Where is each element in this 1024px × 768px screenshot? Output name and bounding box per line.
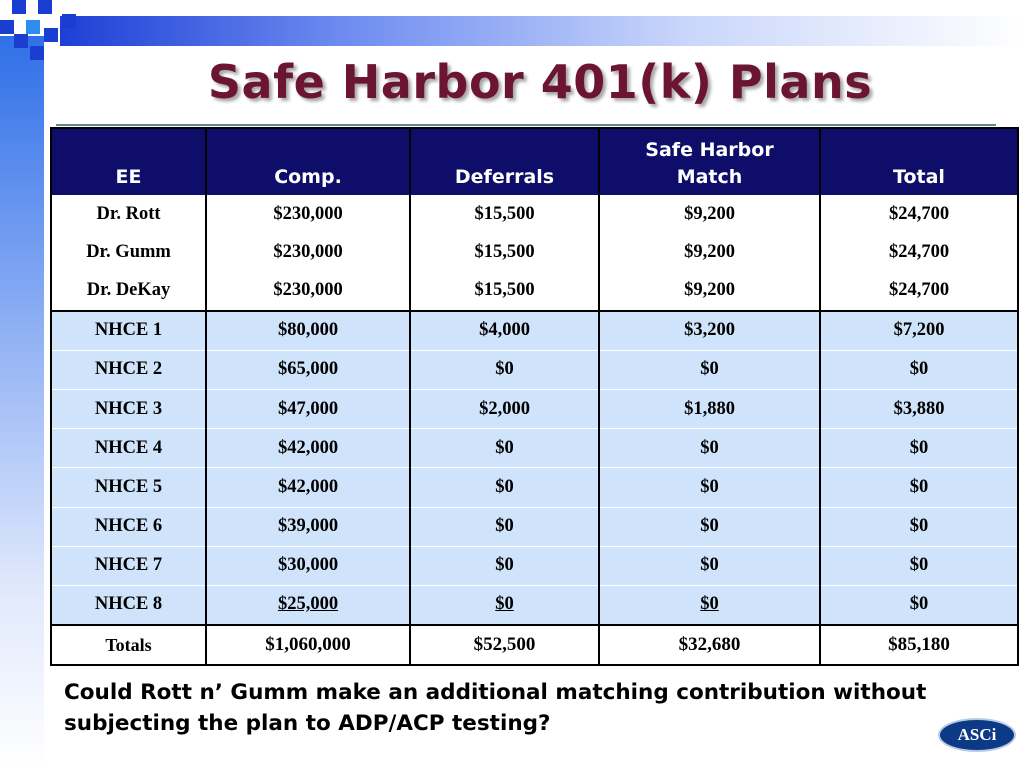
column-header-deferrals: Deferrals <box>410 128 599 195</box>
cell-ee: NHCE 6 <box>51 507 206 546</box>
cell-ee: NHCE 8 <box>51 585 206 625</box>
cell-match: $9,200 <box>599 271 820 310</box>
cell-total: $24,700 <box>820 233 1018 271</box>
column-header-total: Total <box>820 128 1018 195</box>
cell-comp: $230,000 <box>206 271 410 310</box>
totals-label: Totals <box>51 625 206 665</box>
cell-total: $0 <box>820 468 1018 507</box>
cell-deferrals-value: $0 <box>495 594 514 615</box>
cell-total: $3,880 <box>820 389 1018 428</box>
grand-total: $85,180 <box>820 625 1018 665</box>
cell-ee: NHCE 1 <box>51 311 206 351</box>
cell-deferrals: $0 <box>410 350 599 389</box>
cell-comp: $30,000 <box>206 546 410 585</box>
cell-deferrals: $0 <box>410 429 599 468</box>
cell-total: $0 <box>820 546 1018 585</box>
cell-total: $0 <box>820 585 1018 625</box>
cell-total: $0 <box>820 507 1018 546</box>
cell-ee: Dr. Gumm <box>51 233 206 271</box>
cell-match: $0 <box>599 468 820 507</box>
cell-comp: $230,000 <box>206 233 410 271</box>
question-text: Could Rott n’ Gumm make an additional matching contribution without subjecting the plan to ADP/ACP testing? <box>64 680 927 736</box>
table-row <box>51 271 1018 310</box>
cell-comp: $47,000 <box>206 389 410 428</box>
cell-match: $0 <box>599 429 820 468</box>
cell-deferrals: $0 <box>410 507 599 546</box>
total-deferrals: $52,500 <box>410 625 599 665</box>
cell-comp: $65,000 <box>206 350 410 389</box>
cell-deferrals: $2,000 <box>410 389 599 428</box>
cell-match: $9,200 <box>599 195 820 233</box>
slide-title: Safe Harbor 401(k) Plans <box>207 55 873 109</box>
contribution-table <box>50 127 1019 666</box>
cell-comp <box>206 585 410 625</box>
cell-match-value: $0 <box>700 594 719 615</box>
cell-total: $24,700 <box>820 271 1018 310</box>
cell-match: $3,200 <box>599 311 820 351</box>
cell-ee: Dr. Rott <box>51 195 206 233</box>
cell-deferrals: $0 <box>410 468 599 507</box>
cell-match: $9,200 <box>599 233 820 271</box>
table-row <box>51 585 1018 625</box>
cell-deferrals <box>410 585 599 625</box>
cell-match: $1,880 <box>599 389 820 428</box>
cell-match: $0 <box>599 546 820 585</box>
cell-comp: $42,000 <box>206 429 410 468</box>
cell-deferrals: $15,500 <box>410 195 599 233</box>
cell-comp-value: $25,000 <box>277 594 339 615</box>
table-row <box>51 389 1018 428</box>
cell-total: $24,700 <box>820 195 1018 233</box>
cell-comp: $80,000 <box>206 311 410 351</box>
cell-ee: NHCE 2 <box>51 350 206 389</box>
cell-match: $0 <box>599 350 820 389</box>
table-row <box>51 350 1018 389</box>
cell-comp: $230,000 <box>206 195 410 233</box>
asci-logo: ASCi <box>938 718 1016 752</box>
table-header-row <box>51 128 1018 195</box>
cell-ee: NHCE 5 <box>51 468 206 507</box>
table-row <box>51 311 1018 351</box>
cell-comp: $39,000 <box>206 507 410 546</box>
cell-deferrals: $15,500 <box>410 271 599 310</box>
cell-deferrals: $0 <box>410 546 599 585</box>
cell-match: $0 <box>599 507 820 546</box>
table-row <box>51 468 1018 507</box>
cell-ee: NHCE 7 <box>51 546 206 585</box>
cell-match <box>599 585 820 625</box>
cell-total: $0 <box>820 429 1018 468</box>
cell-comp: $42,000 <box>206 468 410 507</box>
table-row <box>51 507 1018 546</box>
column-header-ee: EE <box>51 128 206 195</box>
cell-total: $7,200 <box>820 311 1018 351</box>
total-match: $32,680 <box>599 625 820 665</box>
cell-ee: NHCE 4 <box>51 429 206 468</box>
cell-ee: Dr. DeKay <box>51 271 206 310</box>
cell-ee: NHCE 3 <box>51 389 206 428</box>
cell-deferrals: $4,000 <box>410 311 599 351</box>
table-row <box>51 546 1018 585</box>
table-row <box>51 195 1018 233</box>
top-gradient-band <box>60 16 1024 46</box>
table-row <box>51 429 1018 468</box>
left-gradient-band <box>0 36 44 768</box>
column-header-comp: Comp. <box>206 128 410 195</box>
table-row <box>51 233 1018 271</box>
totals-row <box>51 625 1018 665</box>
column-header-safe-harbor-match: Safe Harbor Match <box>599 128 820 195</box>
cell-total: $0 <box>820 350 1018 389</box>
title-divider <box>56 124 996 126</box>
total-comp: $1,060,000 <box>206 625 410 665</box>
cell-deferrals: $15,500 <box>410 233 599 271</box>
